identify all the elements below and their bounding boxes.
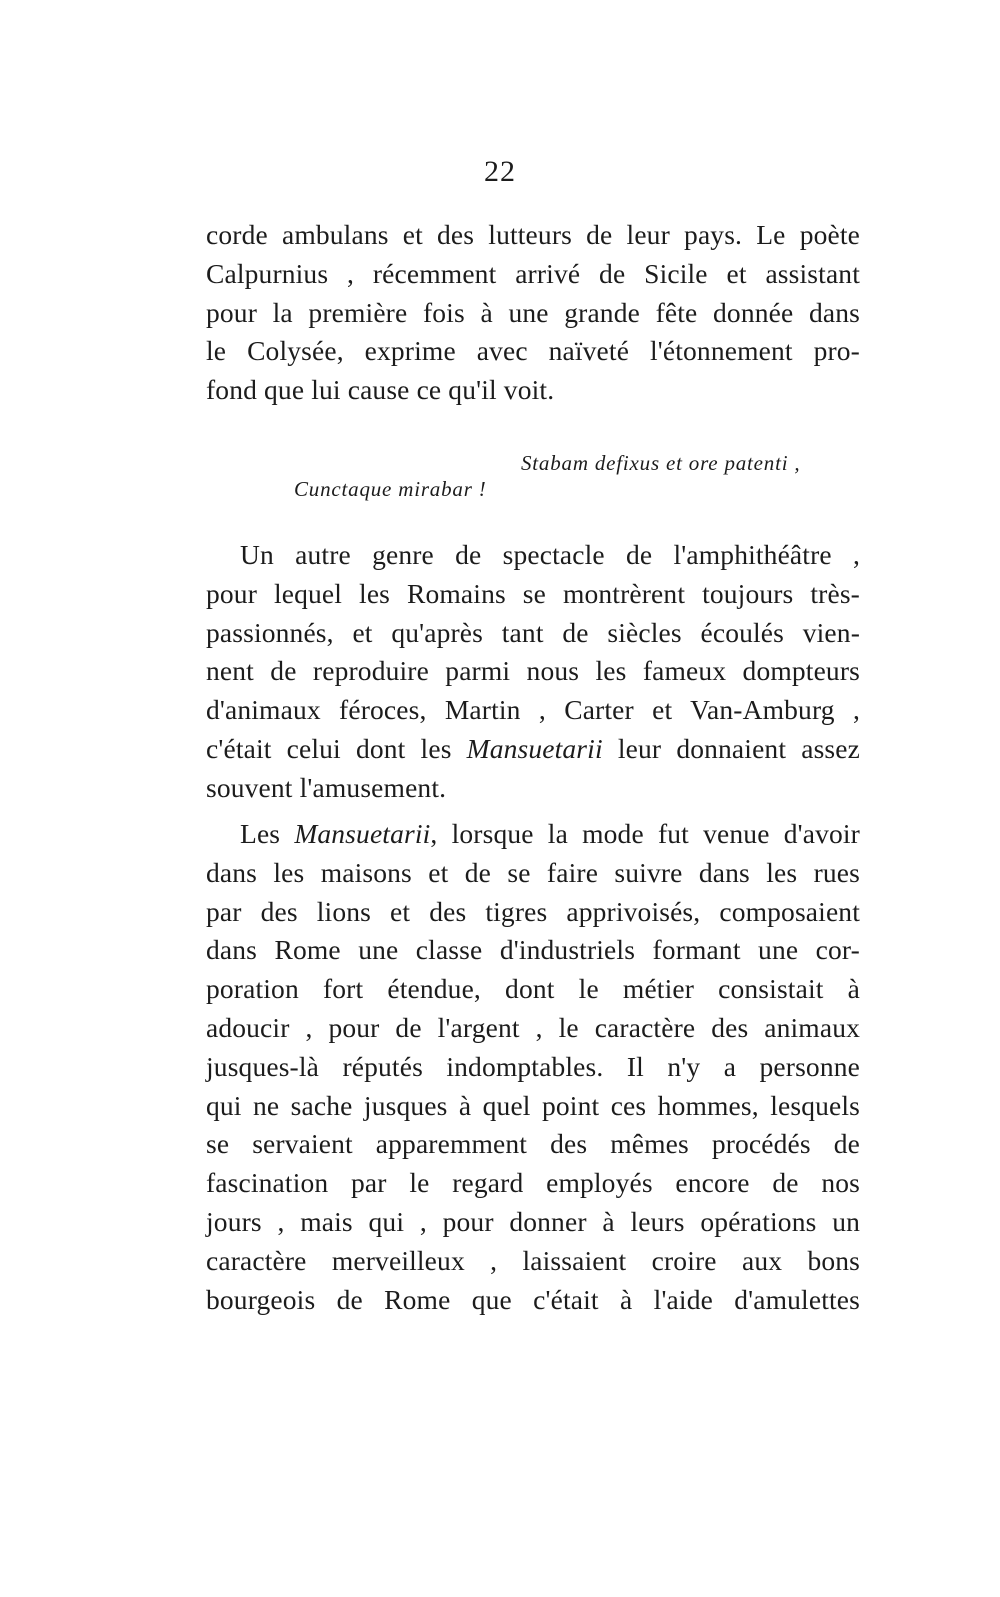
text-line: corde ambulans et des lutteurs de leur pays. Le poète [206,219,860,250]
text-line: caractère merveilleux , laissaient croire aux bons [206,1244,860,1276]
text-line: adoucir , pour de l'argent , le caractère des animaux [206,1011,860,1043]
paragraph-2 [206,536,860,808]
text-line: jusques-là réputés indomptables. Il n'y a personne [206,1050,860,1082]
italic-term: Mansuetarii [466,732,603,764]
text-segment: leur donnaient assez [617,732,860,764]
text-line: par des lions et des tigres apprivoisés, composaient [206,895,860,927]
italic-term: Mansuetarii [294,818,431,849]
text-line-with-italic [206,730,860,769]
text-line: dans Rome une classe d'industriels formant une cor- [206,934,860,966]
paragraph-1 [206,216,860,410]
page-number: 22 [484,155,516,188]
text-line: dans les maisons et de se faire suivre dans les rues [206,856,860,888]
text-line-with-italic [206,815,860,854]
text-line: d'animaux féroces, Martin , Carter et Van-Amburg , [206,694,860,726]
text-line: poration fort étendue, dont le métier consistait à [206,973,860,1005]
text-line: pour la première fois à une grande fête donnée dans [206,296,860,328]
text-line: souvent l'amusement. [206,771,447,803]
text-line: pour lequel les Romains se montrèrent toujours très- [206,577,860,609]
text-line: Calpurnius , récemment arrivé de Sicile et assistant [206,257,860,289]
paragraph-3 [206,815,860,1319]
text-line: Un autre genre de spectacle de l'amphithéâtre , [240,539,860,570]
text-line: bourgeois de Rome que c'était à l'aide d'amulettes [206,1283,860,1315]
text-line: se servaient apparemment des mêmes procédés de [206,1128,860,1160]
text-line: jours , mais qui , pour donner à leurs opérations un [206,1205,860,1237]
text-line: passionnés, et qu'après tant de siècles écoulés vien- [206,616,860,648]
text-segment: c'était celui dont les [206,732,452,764]
text-segment: Les [240,818,281,849]
text-line: fascination par le regard employés encore de nos [206,1167,860,1199]
text-line: qui ne sache jusques à quel point ces hommes, lesquels [206,1089,860,1121]
verse-line-1: Stabam defixus et ore patenti , [521,451,801,475]
verse-line-2: Cunctaque mirabar ! [294,477,487,501]
text-segment: , lorsque la mode fut venue d'avoir [430,818,860,849]
text-line: le Colysée, exprime avec naïveté l'étonnement pro- [206,335,860,367]
text-line: nent de reproduire parmi nous les fameux dompteurs [206,655,860,687]
text-line: fond que lui cause ce qu'il voit. [206,374,555,406]
